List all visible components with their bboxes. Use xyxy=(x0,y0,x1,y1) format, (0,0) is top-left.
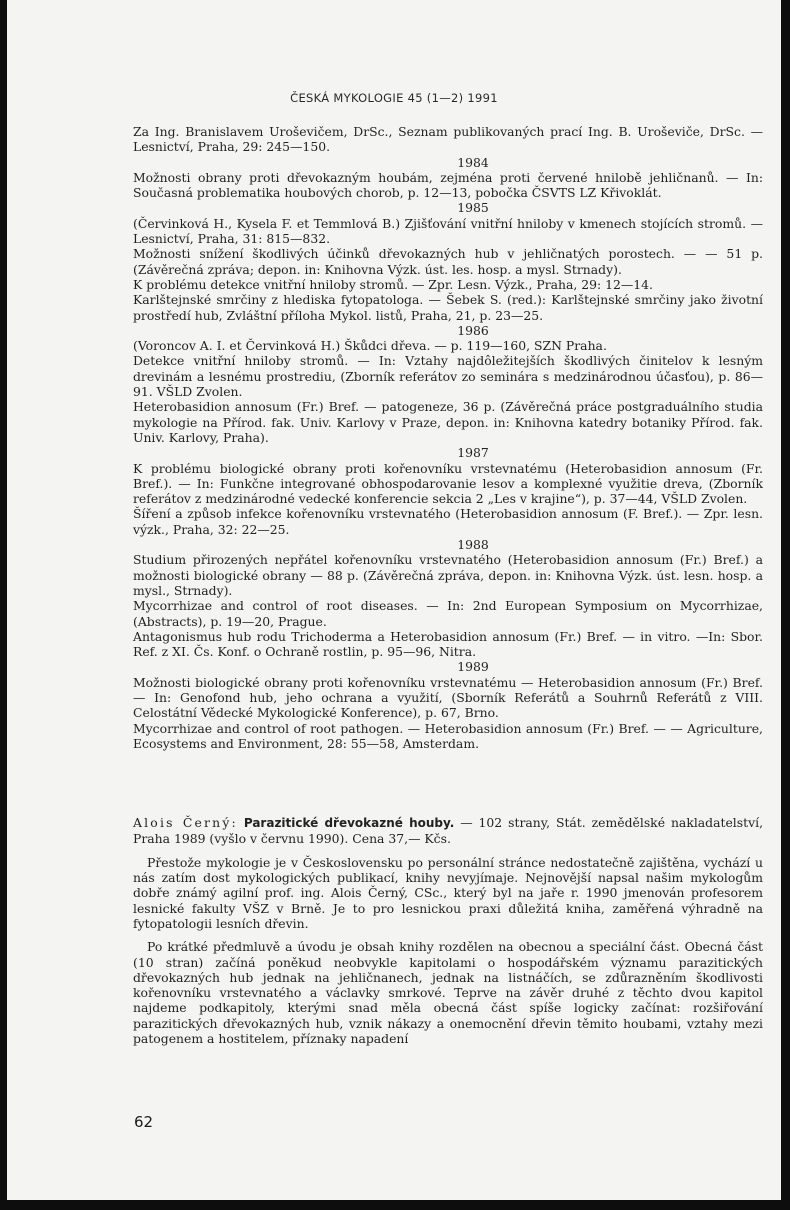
running-header: ČESKÁ MYKOLOGIE 45 (1—2) 1991 xyxy=(290,91,498,105)
bibliography-entry: (Červinková H., Kysela F. et Temmlová B.) Zjišťování vnitřní hniloby v kmenech stojících stromů. — Lesnictví, Praha, 31: 815—832. xyxy=(133,215,763,247)
journal-page xyxy=(7,0,781,1200)
bibliography-entry: Možnosti obrany proti dřevokazným houbám, zejména proti červené hnilobě jehličnanů. — In: Současná problematika houbových chorob, p. 12—13, pobočka ČSVTS LZ Křivoklát. xyxy=(133,169,763,201)
review-heading xyxy=(133,815,763,847)
bibliography-entry: Možnosti biologické obrany proti kořenovníku vrstevnatému — Heterobasidion annosum (Fr.) Bref. — In: Genofond hub, jeho ochrana a využití, (Sborník Referátů a Souhrnů Referátů z VIII. Celostátní Vědecké Mykologické Konference), p. 67, Brno. xyxy=(133,674,763,721)
year-heading: 1989 xyxy=(457,659,489,675)
year-heading: 1984 xyxy=(457,154,489,170)
bibliography-entry: Studium přirozených nepřátel kořenovníku vrstevnatého (Heterobasidion annosum (Fr.) Bref.) a možnosti biologické obrany — 88 p. (Závěrečná zpráva, depon. in: Knihovna Výzk. úst. lesn. hosp. a mysl., Strnady). xyxy=(133,552,763,598)
bibliography-entry: Antagonismus hub rodu Trichoderma a Heterobasidion annosum (Fr.) Bref. — in vitro. —In: Sbor. Ref. z XI. Čs. Konf. o Ochraně rostlin, p. 95—96, Nitra. xyxy=(133,628,763,660)
bibliography-entry: K problému biologické obrany proti kořenovníku vrstevnatému (Heterobasidion annosum (Fr. Bref.). — In: Funkčne integrované obhospodarovanie lesov a komplexné využitie dreva, (Zborník referátov z medzinárodné vedecké konferencie sekcia 2 „Les v krajine“), p. 37—44, VŠLD Zvolen. xyxy=(133,460,763,507)
bibliography xyxy=(133,124,763,751)
page-number: 62 xyxy=(134,1113,154,1131)
review-author: Alois Černý: xyxy=(133,815,238,831)
year-heading: 1987 xyxy=(457,445,489,461)
bibliography-intro: Za Ing. Branislavem Uroševičem, DrSc., Seznam publikovaných prací Ing. B. Uroševiče, DrSc. — Lesnictví, Praha, 29: 245—150. xyxy=(133,124,763,155)
review-citation: — 102 strany, Stát. zemědělské nakladatelství, Praha 1989 (vyšlo v červnu 1990). Cena 37,— Kčs. xyxy=(133,815,764,847)
bibliography-entry: Detekce vnitřní hniloby stromů. — In: Vztahy najdôležitejších škodlivých činitelov k lesným drevinám a lesnému prostrediu, (Zborník referátov zo seminára s medzinárodnou účasťou), p. 86—91. VŠLD Zvolen. xyxy=(133,353,763,400)
bibliography-entry: Mycorrhizae and control of root pathogen. — Heterobasidion annosum (Fr.) Bref. — — Agriculture, Ecosystems and Environment, 28: 55—58, Amsterdam. xyxy=(133,720,763,751)
bibliography-entry: K problému detekce vnitřní hniloby stromů. — Zpr. Lesn. Výzk., Praha, 29: 12—14. xyxy=(133,276,653,292)
review-paragraph: Přestože mykologie je v Československu po personální stránce nedostatečně zajištěna, vychází u nás zatím dost mykologických publikací, knihy nevyjímaje. Nejnovější napsal našim mykologům dobře známý agilní prof. ing. Alois Černý, CSc., který byl na jaře r. 1990 jmenován profesorem lesnické fakulty VŠZ v Brně. Je to pro lesnickou praxi důležitá kniha, zaměřená výhradně na fytopatologii lesních dřevin. xyxy=(133,854,763,931)
bibliography-entry: (Voroncov A. I. et Červinková H.) Škůdci dřeva. — p. 119—160, SZN Praha. xyxy=(133,338,607,354)
year-heading: 1988 xyxy=(457,537,489,553)
review-paragraph: Po krátké předmluvě a úvodu je obsah knihy rozdělen na obecnou a speciální část. Obecná část (10 stran) začíná poněkud neobvykle kapitolami o hospodářském významu parazitických dřevokazných hub jednak na jehličnanech, jednak na listnáčích, se zdůrazněním škodlivosti kořenovníku vrstevnatého a václavky smrkové. Teprve na závěr druhé z těchto dvou kapitol najdeme podkapitoly, kterými snad měla obecná část spíše logicky začínat: rozšiřování parazitických dřevokazných hub, vznik nákazy a onemocnění dřevin těmito houbami, vztahy mezi patogenem a hostitelem, příznaky napadení xyxy=(133,939,763,1047)
bibliography-entry: Mycorrhizae and control of root diseases. — In: 2nd European Symposium on Mycorrhizae, (Abstracts), p. 19—20, Prague. xyxy=(133,598,763,629)
bibliography-entry: Možnosti snížení škodlivých účinků dřevokazných hub v jehličnatých porostech. — — 51 p. (Závěrečná zpráva; depon. in: Knihovna Výzk. úst. les. hosp. a mysl. Strnady). xyxy=(133,246,763,277)
bibliography-entry: Šíření a způsob infekce kořenovníku vrstevnatého (Heterobasidion annosum (F. Bref.). — Zpr. lesn. výzk., Praha, 32: 22—25. xyxy=(133,506,763,537)
year-heading: 1986 xyxy=(457,322,489,338)
page-content xyxy=(133,124,763,1046)
book-review xyxy=(133,815,763,1046)
bibliography-entry: Heterobasidion annosum (Fr.) Bref. — patogeneze, 36 p. (Závěrečná práce postgraduálního studia mykologie na Přírod. fak. Univ. Karlovy v Praze, depon. in: Knihovna katedry botaniky Přírod. fak. Univ. Karlovy, Praha). xyxy=(133,399,763,445)
year-heading: 1985 xyxy=(457,200,489,216)
bibliography-entry: Karlštejnské smrčiny z hlediska fytopatologa. — Šebek S. (red.): Karlštejnské smrčiny jako životní prostředí hub, Zvláštní příloha Mykol. listů, Praha, 21, p. 23—25. xyxy=(133,292,763,323)
review-book-title: Parazitické dřevokazné houby. xyxy=(243,816,455,831)
